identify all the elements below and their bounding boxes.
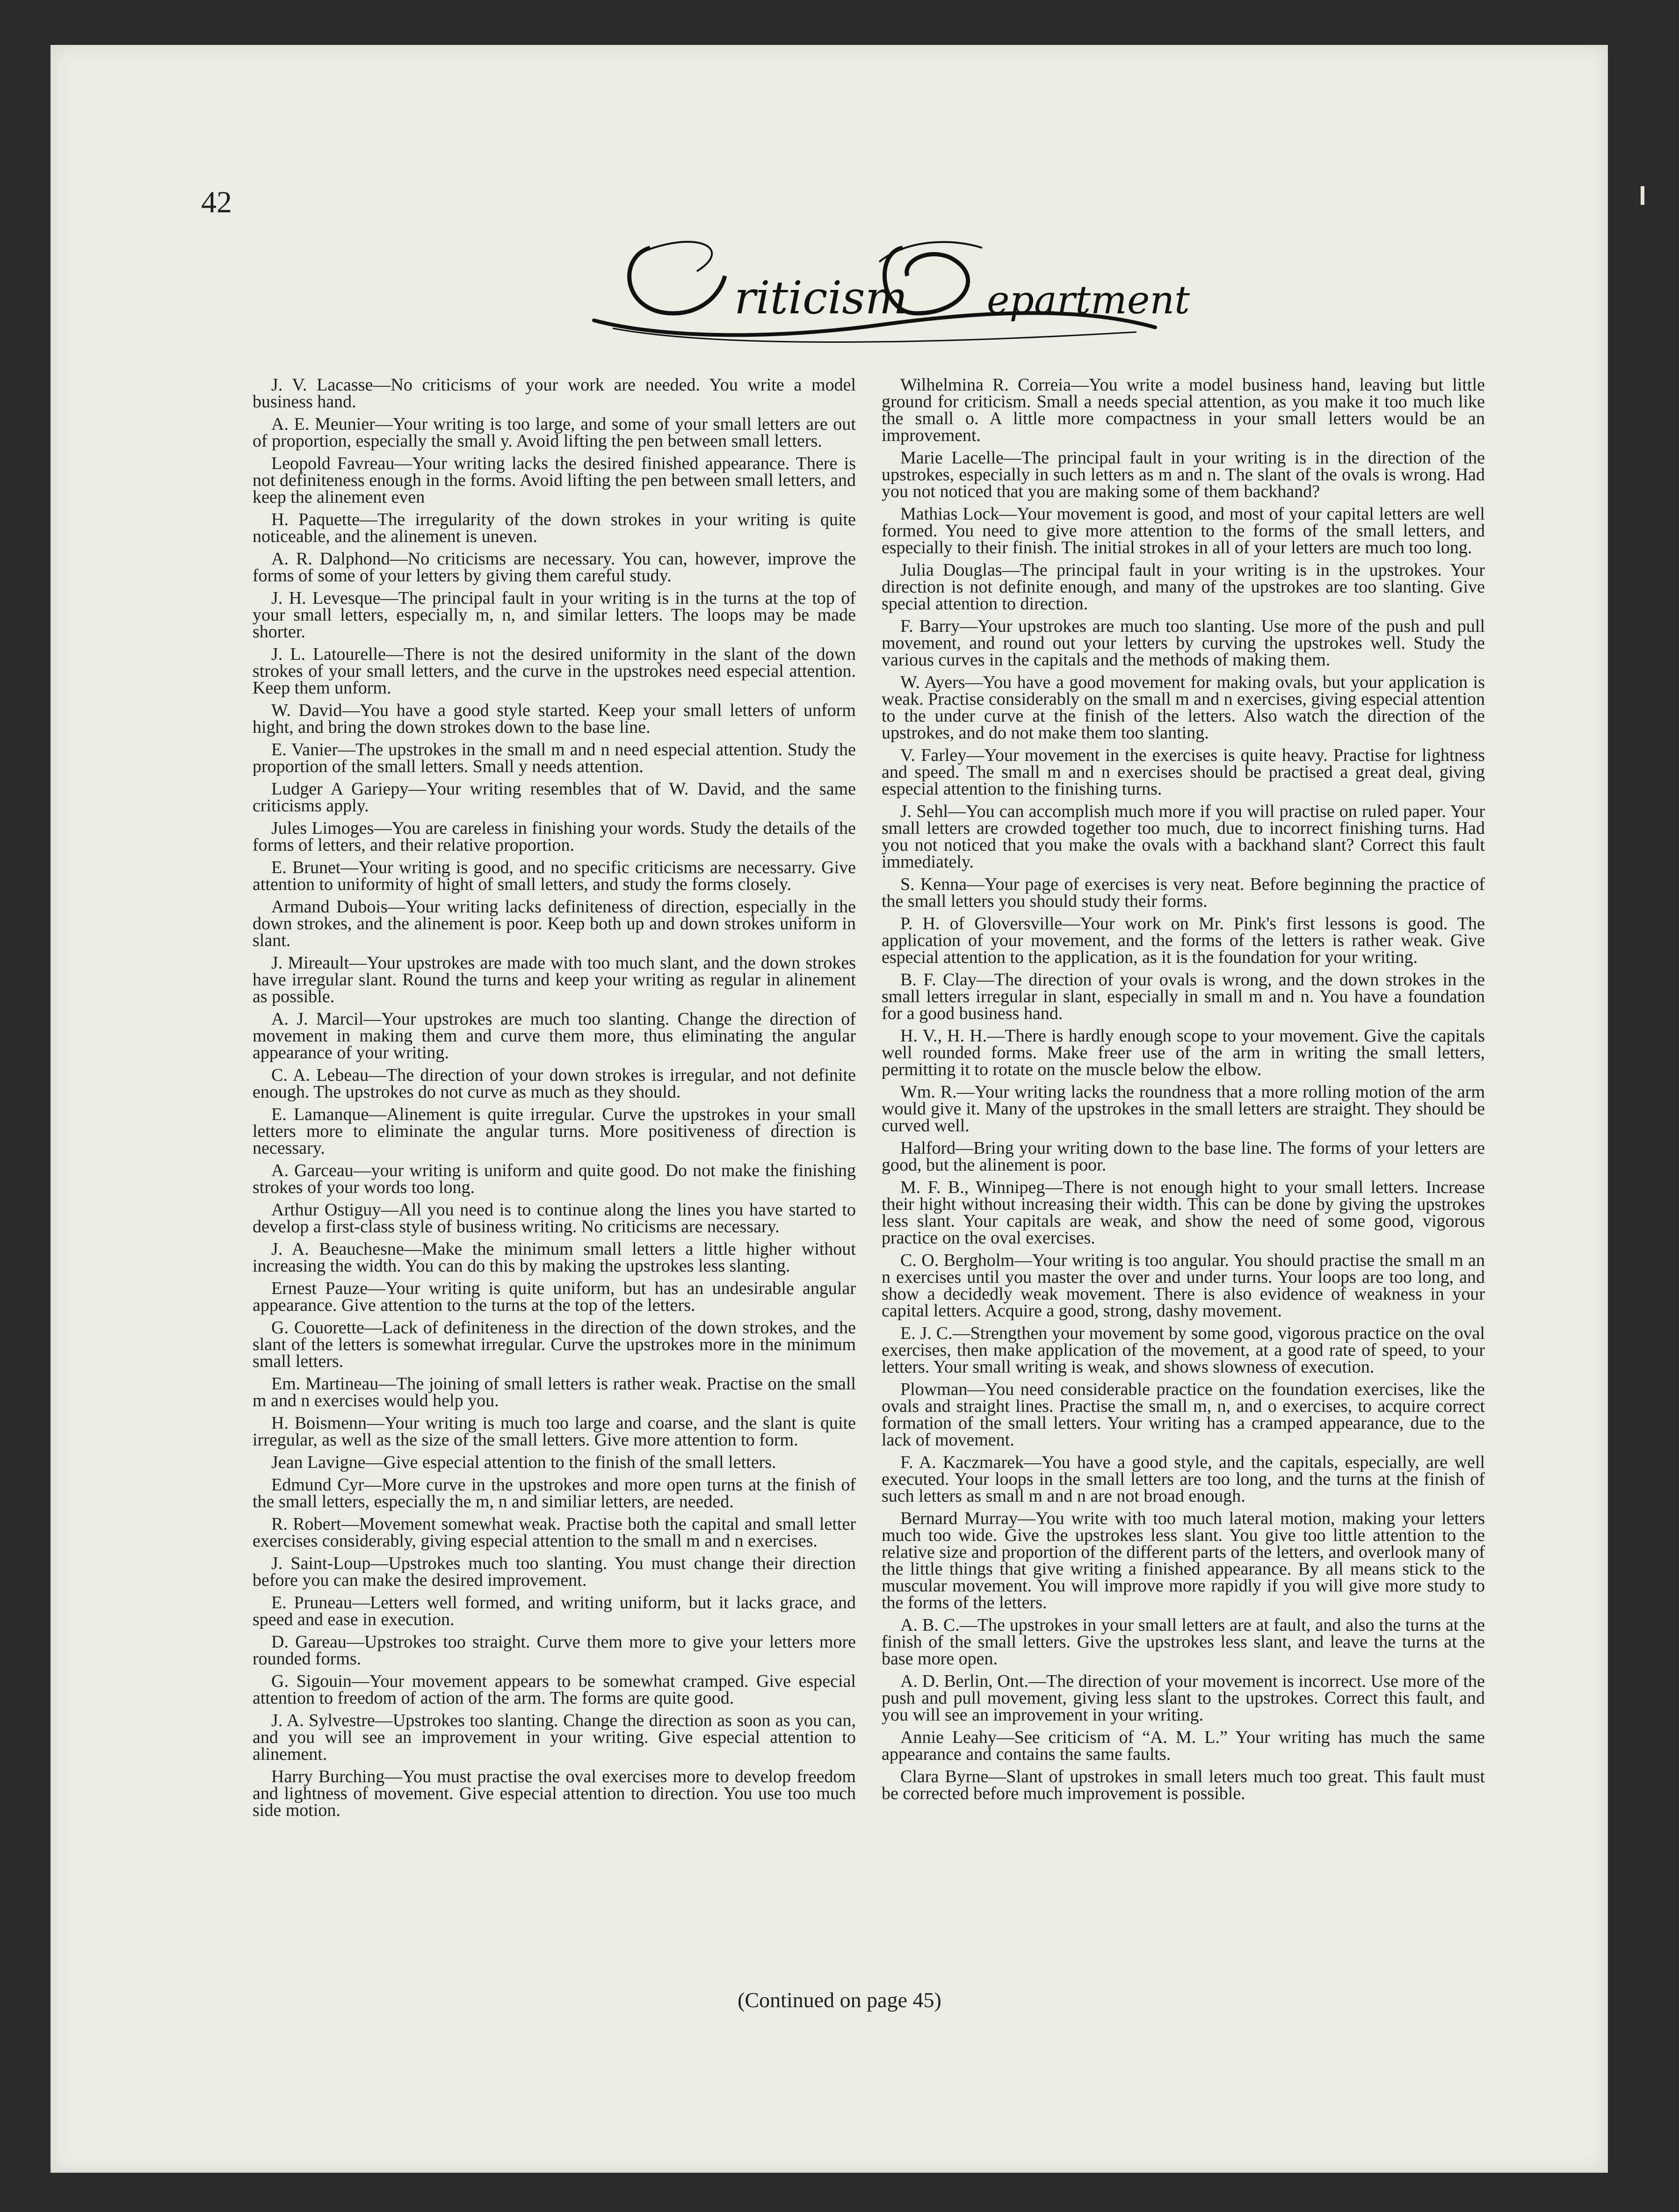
criticism-entry: E. Lamanque—Alinement is quite irregular. Curve the upstrokes in your small letters more to eliminate the angular turns. More positiveness of direction is necessary. (253, 1105, 856, 1158)
criticism-entry: V. Farley—Your movement in the exercises is quite heavy. Practise for lightness and speed. The small m and n exercises should be practised a great deal, giving especial attention to the finishing turns. (882, 745, 1485, 799)
criticism-entry: R. Robert—Movement somewhat weak. Practise both the capital and small letter exercises considerably, giving especial attention to the small m and n exercises. (253, 1514, 856, 1551)
criticism-entry: G. Couorette—Lack of definiteness in the direction of the down strokes, and the slant of the letters is somewhat irregular. Curve the upstrokes more in the minimum small letters. (253, 1318, 856, 1371)
criticism-entry: Plowman—You need considerable practice on the foundation exercises, like the ovals and straight lines. Practise the small m, n, and o exercises, to acquire correct formation of the small letters. Your writing has a cramped appearance, due to the lack of movement. (882, 1380, 1485, 1450)
criticism-entry: D. Gareau—Upstrokes too straight. Curve them more to give your letters more rounded forms. (253, 1632, 856, 1669)
criticism-entry: H. Paquette—The irregularity of the down strokes in your writing is quite noticeable, and the alinement is uneven. (253, 510, 856, 546)
criticism-entry: P. H. of Gloversville—Your work on Mr. Pink's first lessons is good. The application of your movement, and the forms of the letters is rather weak. Give especial attention to the application, as it is the foundation for your writing. (882, 914, 1485, 967)
criticism-entry: Wilhelmina R. Correia—You write a model business hand, leaving but little ground for criticism. Small a needs special attention, as you make it too much like the small o. A little more compactness in your small letters would be an improvement. (882, 375, 1485, 445)
criticism-entry: Mathias Lock—Your movement is good, and most of your capital letters are well formed. You need to give more attention to the forms of the small letters, and especially to their finish. The initial strokes in all of your letters are much too long. (882, 504, 1485, 557)
right-column (882, 376, 1485, 1985)
criticism-entry: Ernest Pauze—Your writing is quite uniform, but has an undesirable angular appearance. Give attention to the turns at the top of the letters. (253, 1279, 856, 1315)
criticism-entry: Em. Martineau—The joining of small letters is rather weak. Practise on the small m and n exercises would help you. (253, 1374, 856, 1410)
criticism-entry: E. J. C.—Strengthen your movement by some good, vigorous practice on the oval exercises, then make application of the movement, at a good rate of speed, to your letters. Your small writing is weak, and shows slowness of execution. (882, 1323, 1485, 1377)
criticism-entry: Armand Dubois—Your writing lacks definiteness of direction, especially in the down strokes, and the alinement is poor. Keep both up and down strokes uniform in slant. (253, 897, 856, 950)
criticism-entry: Annie Leahy—See criticism of “A. M. L.” Your writing has much the same appearance and contains the same faults. (882, 1728, 1485, 1764)
criticism-entry: A. E. Meunier—Your writing is too large, and some of your small letters are out of proportion, especially the small y. Avoid lifting the pen between small letters. (253, 414, 856, 451)
criticism-entry: J. H. Levesque—The principal fault in your writing is in the turns at the top of your small letters, especially m, n, and similar letters. The loops may be made shorter. (253, 588, 856, 642)
criticism-entry: E. Vanier—The upstrokes in the small m and n need especial attention. Study the proportion of the small letters. Small y needs attention. (253, 740, 856, 776)
criticism-entry: J. Sehl—You can accomplish much more if you will practise on ruled paper. Your small letters are crowded together too much, due to incorrect finishing turns. Had you not noticed that you make the ovals with a backhand slant? Correct this fault immediately. (882, 802, 1485, 872)
criticism-entry: Jean Lavigne—Give especial attention to the finish of the small letters. (271, 1453, 776, 1472)
criticism-entry: Clara Byrne—Slant of upstrokes in small leters much too great. This fault must be corrected before much improvement is possible. (882, 1767, 1485, 1803)
criticism-entry: J. L. Latourelle—There is not the desired uniformity in the slant of the down strokes of your small letters, and the curve in the upstrokes need especial attention. Keep them unform. (253, 644, 856, 698)
criticism-entry: Halford—Bring your writing down to the base line. The forms of your letters are good, but the alinement is poor. (882, 1138, 1485, 1175)
continued-notice: (Continued on page 45) (738, 1988, 941, 2012)
criticism-entry: W. Ayers—You have a good movement for making ovals, but your application is weak. Practise considerably on the small m and n exercises, giving especial attention to the under curve at the finish of the letters. Also watch the direction of the upstrokes, and do not make them too slanting. (882, 672, 1485, 743)
criticism-entry: F. Barry—Your upstrokes are much too slanting. Use more of the push and pull movement, and round out your letters by curving the upstrokes well. Study the various curves in the capitals and the methods of making them. (882, 616, 1485, 670)
criticism-entry: Bernard Murray—You write with too much lateral motion, making your letters much too wide. Give the upstrokes less slant. You give too little attention to the relative size and proportion of the different parts of the letters, and overlook many of the little things that give writing a finished appearance. By all means stick to the muscular movement. You will improve more rapidly if you will give more study to the forms of the letters. (882, 1509, 1485, 1612)
criticism-entry: A. J. Marcil—Your upstrokes are much too slanting. Change the direction of movement in making them and curve them more, thus eliminating the angular appearance of your writing. (253, 1009, 856, 1063)
criticism-entry: Ludger A Gariepy—Your writing resembles that of W. David, and the same criticisms apply. (253, 779, 856, 816)
criticism-entry: J. A. Beauchesne—Make the minimum small letters a little higher without increasing the width. You can do this by making the upstrokes less slanting. (253, 1239, 856, 1276)
criticism-entry: Marie Lacelle—The principal fault in your writing is in the direction of the upstrokes, especially in such letters as m and n. The slant of the ovals is wrong. Had you not noticed that you are making some of them backhand? (882, 448, 1485, 501)
left-column (253, 376, 856, 1985)
criticism-entry: C. A. Lebeau—The direction of your down strokes is irregular, and not definite enough. The upstrokes do not curve as much as they should. (253, 1065, 856, 1102)
criticism-entry: A. D. Berlin, Ont.—The direction of your movement is incorrect. Use more of the push and pull movement, giving less slant to the upstrokes. Correct this fault, and you will see an improvement in your writing. (882, 1671, 1485, 1725)
criticism-entry: G. Sigouin—Your movement appears to be somewhat cramped. Give especial attention to freedom of action of the arm. The forms are quite good. (253, 1671, 856, 1708)
criticism-entry: J. A. Sylvestre—Upstrokes too slanting. Change the direction as soon as you can, and you will see an improvement in your writing. Give especial attention to alinement. (253, 1711, 856, 1764)
page-edge-mark (1641, 186, 1644, 205)
criticism-entry: J. Mireault—Your upstrokes are made with too much slant, and the down strokes have irregular slant. Round the turns and keep your writing as regular in alinement as possible. (253, 953, 856, 1006)
criticism-entry: B. F. Clay—The direction of your ovals is wrong, and the down strokes in the small letters irregular in slant, especially in small m and n. You have a foundation for a good business hand. (882, 970, 1485, 1023)
criticism-entry: Edmund Cyr—More curve in the upstrokes and more open turns at the finish of the small letters, especially the m, n and similiar letters, are needed. (253, 1475, 856, 1511)
criticism-entry: Arthur Ostiguy—All you need is to continue along the lines you have started to develop a first-class style of business writing. No criticisms are necessary. (253, 1200, 856, 1236)
svg-text:epartment: epartment (987, 278, 1190, 323)
criticism-entry: Jules Limoges—You are careless in finishing your words. Study the details of the forms of letters, and their relative proportion. (253, 818, 856, 855)
criticism-entry: E. Pruneau—Letters well formed, and writing uniform, but it lacks grace, and speed and ease in execution. (253, 1593, 856, 1629)
criticism-entry: Leopold Favreau—Your writing lacks the desired finished appearance. There is not definiteness enough in the forms. Avoid lifting the pen between small letters, and keep the alinement even (253, 454, 856, 507)
criticism-entry: S. Kenna—Your page of exercises is very neat. Before beginning the practice of the small letters you should study their forms. (882, 875, 1485, 911)
criticism-entry: W. David—You have a good style started. Keep your small letters of unform hight, and bring the down strokes down to the base line. (253, 701, 856, 737)
page-number: 42 (201, 185, 232, 219)
criticism-entry: M. F. B., Winnipeg—There is not enough hight to your small letters. Increase their hight without increasing their width. This can be done by giving the upstrokes less slant. Your capitals are weak, and show the need of some good, vigorous practice on the oval exercises. (882, 1178, 1485, 1248)
criticism-entry: A. R. Dalphond—No criticisms are necessary. You can, however, improve the forms of some of your letters by giving them careful study. (253, 549, 856, 586)
criticism-entry: Julia Douglas—The principal fault in your writing is in the upstrokes. Your direction is not definite enough, and many of the upstrokes are too slanting. Give special attention to direction. (882, 560, 1485, 614)
criticism-entry: J. V. Lacasse—No criticisms of your work are needed. You write a model business hand. (253, 375, 856, 412)
criticism-entry: H. V., H. H.—There is hardly enough scope to your movement. Give the capitals well rounded forms. Make freer use of the arm in writing the small letters, permitting it to rotate on the muscle below the elbow. (882, 1026, 1485, 1079)
criticism-entry: F. A. Kaczmarek—You have a good style, and the capitals, especially, are well executed. Your loops in the small letters are too long, and the turns at the finish of such letters as small m and n are not broad enough. (882, 1453, 1485, 1506)
criticism-entry: Wm. R.—Your writing lacks the roundness that a more rolling motion of the arm would give it. Many of the upstrokes in the small letters are straight. They should be curved well. (882, 1082, 1485, 1135)
criticism-entry: A. B. C.—The upstrokes in your small letters are at fault, and also the turns at the finish of the small letters. Give the upstrokes less slant, and leave the turns at the base more open. (882, 1615, 1485, 1669)
criticism-entry: Harry Burching—You must practise the oval exercises more to develop freedom and lightness of movement. Give especial attention to direction. You use too much side motion. (253, 1767, 856, 1820)
criticism-entry: H. Boismenn—Your writing is much too large and coarse, and the slant is quite irregular, as well as the size of the small letters. Give more attention to form. (253, 1413, 856, 1450)
svg-text:riticism: riticism (734, 272, 908, 324)
criticism-entry: A. Garceau—your writing is uniform and quite good. Do not make the finishing strokes of your words too long. (253, 1161, 856, 1197)
criticism-entry: C. O. Bergholm—Your writing is too angular. You should practise the small m an n exercises until you master the over and under turns. Your loops are too long, and show a decidedly weak movement. There is also evidence of weakness in your capital letters. Acquire a good, strong, dashy movement. (882, 1251, 1485, 1321)
criticism-entry: E. Brunet—Your writing is good, and no specific criticisms are necessarry. Give attention to uniformity of hight of small letters, and study the forms closely. (253, 858, 856, 894)
criticism-entry: J. Saint-Loup—Upstrokes much too slanting. You must change their direction before you can make the desired improvement. (253, 1554, 856, 1590)
